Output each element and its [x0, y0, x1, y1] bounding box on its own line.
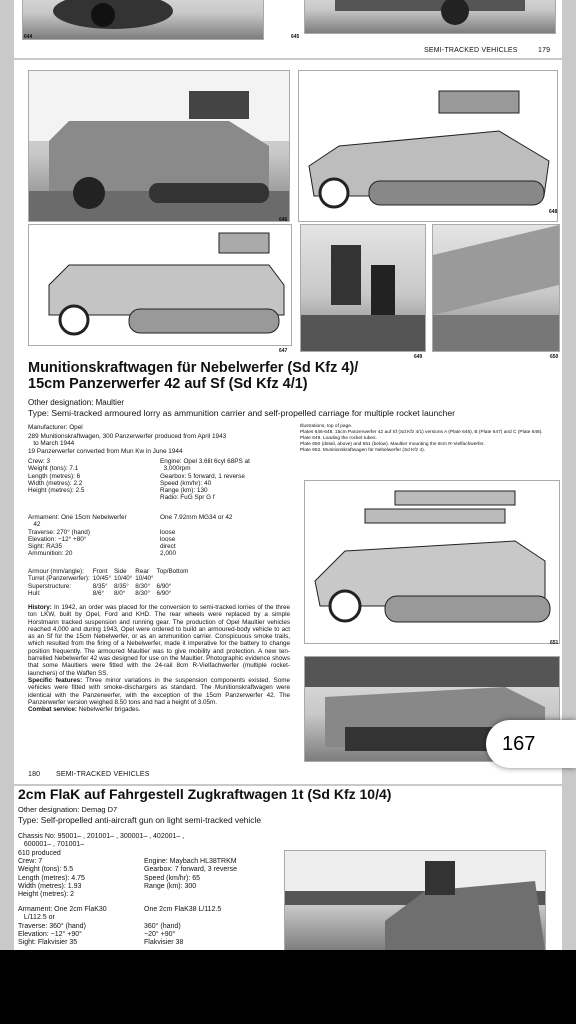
footer-running-head: SEMI-TRACKED VEHICLES — [56, 771, 150, 778]
next-page — [14, 786, 562, 950]
vehicle-photo — [284, 850, 546, 950]
plate-number: 648 — [549, 209, 558, 215]
armament-right: One 2cm FlaK38 L/112.5 360° (hand) −20° +90° Flakvisier 38 — [144, 906, 222, 947]
manufacturer: Manufacturer: Opel — [28, 424, 83, 431]
page-number: 179 — [538, 47, 551, 54]
armour-row: Superstructure: 8/35° 8/35° 8/30° 6/90° — [28, 582, 172, 590]
top-page — [14, 0, 562, 58]
specs-right: Engine: Maybach HL38TRKM Gearbox: 7 forward, 3 reverse Speed (km/hr): 65 Range (km): 300 — [144, 858, 237, 890]
page-indicator-tab[interactable]: 167 — [486, 720, 576, 768]
specs-left: Crew: 3 Weight (tons): 7.1 Length (metres): 6 Width (metres): 2.2 Height (metres): 2.5 — [28, 458, 85, 495]
specs-left: Crew: 7 Weight (tons): 5.5 Length (metres): 4.75 Width (metres): 1.93 Height (metres): 2 — [18, 858, 85, 899]
article-title: 2cm FlaK auf Fahrgestell Zugkraftwagen 1t (Sd Kfz 10/4) — [18, 786, 392, 802]
production-info: 289 Munitionskraftwagen, 300 Panzerwerfer produced from April 1943 to March 1944 19 Panzerwerfer converted from Mun Kw in June 1944 — [28, 433, 227, 455]
armament-left: Armament: One 15cm Nebelwerfer 42 Traverse: 270° (hand) Elevation: −12° +80° Sight: RA35 Ammunition: 20 — [28, 514, 127, 558]
chassis-info: Chassis No: 95001– , 201001– , 300001– , 402001– , 600001– , 701001– 610 produced — [18, 833, 185, 857]
armour-header-row: Armour (mm/angle): Front Side Rear Top/Bottom — [28, 568, 189, 575]
history-text: History: In 1942, an order was placed for the conversion to semi-tracked lorries of the three ton LKW, built by Opel, Ford and KHD. The rear wheels were replaced by a simple Horstmann tracked suspension and running gear. The production of Opel Maultier vehicles reached 4,000 and during 1943, Opel were ordered to build an armoured-body vehicle to act as an Sf for the 15cm Nebelwerfer, or as an ammunition carrier. Conspicuous smoke trails, which resulted from the firing of a Nebelwerfer, made it imperative for the battery to change position frequently. The armoured Maultier was to give mobility and protection. A new ten-barrelled Nebelwerfer 42 was designed for use on the Maultier. Photographic evidence shows that some Maultiers were fitted with the 24-rail 8cm R-Vielfachwerfer (multiple rocket-launchers) of the Waffen SS. Specific features: Three minor variations in the suspension components existed. Some vehicles were fitted with smoke-dischargers as standard. The Munitionskraftwagen were identical with the Panzerwerfer, with the exception of the 15cm Panzerwerfer 42. The Panzerwerfer version weighed 8.50 tons and had a height of 3.05m. Combat service: Nebelwerfer brigades. — [28, 604, 291, 714]
plate-651-drawing — [304, 480, 560, 644]
other-designation: Other designation: Demag D7 — [18, 805, 118, 814]
plate-644-photo — [22, 0, 264, 40]
other-designation: Other designation: Maultier — [28, 398, 125, 407]
plate-645-photo — [304, 0, 556, 34]
plate-number: 645 — [291, 34, 300, 40]
armour-row: Hull: 8/6° 8/0° 8/30° 6/90° — [28, 589, 172, 597]
plate-number: 646 — [279, 217, 288, 223]
armament-right: One 7.92mm MG34 or 42 loose loose direct 2,000 — [160, 514, 233, 558]
footer-page-number: 180 — [28, 771, 41, 778]
vehicle-type: Type: Semi-tracked armoured lorry as ammunition carrier and self-propelled carriage for multiple rocket launcher — [28, 408, 456, 418]
plate-650-photo — [432, 224, 560, 352]
armament-left: Armament: One 2cm FlaK30 L/112.5 or Traverse: 360° (hand) Elevation: −12° +90° Sight: Flakvisier 35 — [18, 906, 107, 947]
armour-row: Turret (Panzerwerfer): 10/45° 10/40° 10/40° — [28, 575, 154, 583]
main-page — [14, 60, 562, 784]
illustration-captions: Illustrations, top of page. Plates 646-648. 15cm Panzerwerfer 42 auf Sf (Sd Kfz 4/1) versions A (Plate 646), B (Plate 647) and C (Plate 648). Plate 649. Loading the rocket tubes. Plate 650 (detail, above) and 651 (below). Maultier mounting the 8cm R-Vielfachwerfer. Plate 652. Munitionskraftwagen für Nebelwerfer (Sd Kfz 4). — [300, 424, 543, 453]
running-head: SEMI-TRACKED VEHICLES — [424, 47, 518, 54]
armour-table — [28, 568, 191, 597]
vehicle-type: Type: Self-propelled anti-aircraft gun on light semi-tracked vehicle — [18, 815, 261, 825]
article-title: Munitionskraftwagen für Nebelwerfer (Sd Kfz 4)/ 15cm Panzerwerfer 42 auf Sf (Sd Kfz 4/1) — [28, 360, 359, 392]
plate-number: 650 — [550, 354, 559, 360]
plate-647-drawing — [28, 224, 292, 346]
plate-646-photo — [28, 70, 290, 222]
plate-649-photo — [300, 224, 426, 352]
plate-number: 651 — [550, 640, 559, 646]
plate-number: 644 — [24, 34, 33, 40]
plate-648-drawing — [298, 70, 558, 222]
specs-right: Engine: Opel 3.6lit 6cyl 68PS at 3,000rpm Gearbox: 5 forward, 1 reverse Speed (km/hr): 40 Range (km): 130 Radio: FuG Spr G f — [160, 458, 250, 502]
plate-number: 647 — [279, 348, 288, 354]
plate-number: 649 — [414, 354, 423, 360]
